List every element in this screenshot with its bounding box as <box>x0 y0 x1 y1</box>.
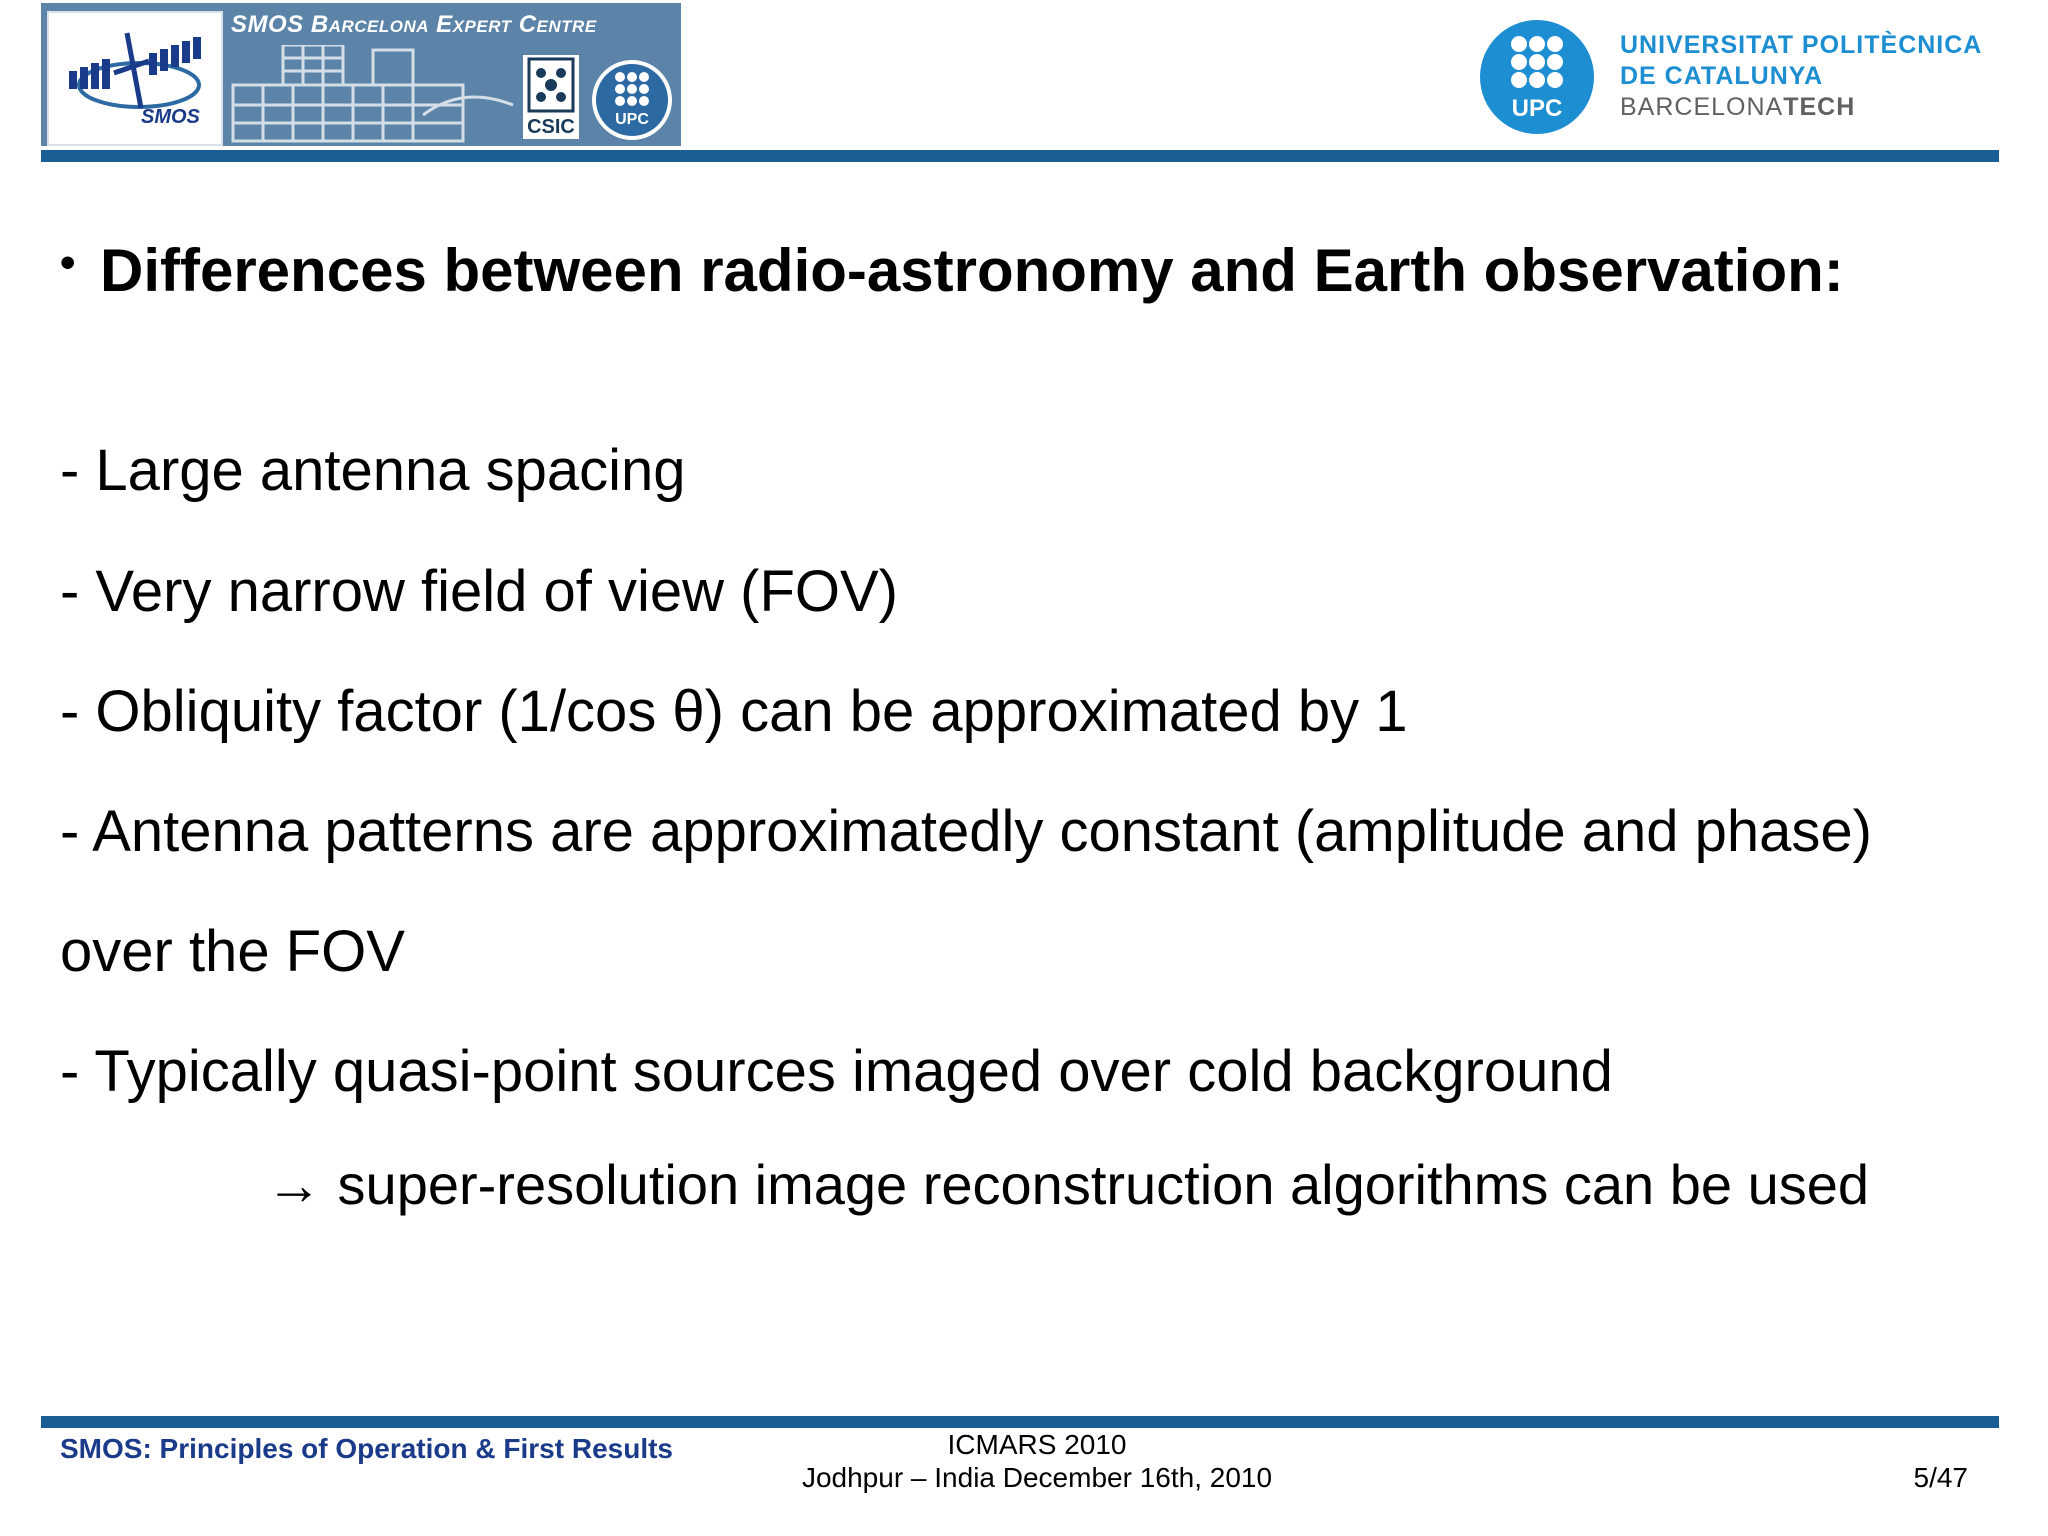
footer-rule <box>41 1416 1999 1428</box>
page-number: 5/47 <box>1913 1462 1968 1493</box>
svg-text:UPC: UPC <box>615 111 649 128</box>
building-illustration <box>223 45 523 145</box>
slide-heading <box>60 236 1844 305</box>
footer-event-info <box>733 1428 1341 1494</box>
upc-small-logo <box>591 59 673 141</box>
university-name <box>1620 30 1982 123</box>
banner-title: SMOS Barcelona Expert Centre <box>231 11 597 38</box>
satellite-icon <box>49 13 221 144</box>
point-antenna-patterns: - Antenna patterns are approximatedly constant (amplitude and phase) <box>60 799 1872 864</box>
point-obliquity-factor: - Obliquity factor (1/cos θ) can be approximated by 1 <box>60 679 1408 744</box>
point-antenna-spacing: - Large antenna spacing <box>60 438 686 503</box>
point-super-resolution: → super-resolution image reconstruction algorithms can be used <box>266 1153 1870 1216</box>
university-name-line2: DE CATALUNYA <box>1620 62 1824 90</box>
header-rule <box>41 150 1999 162</box>
upc-emblem-logo <box>1478 18 1596 136</box>
smos-logo <box>47 11 223 146</box>
point-narrow-fov: - Very narrow field of view (FOV) <box>60 559 898 624</box>
footer-title: SMOS: Principles of Operation & First Results <box>60 1433 673 1464</box>
university-name-line3: BARCELONATECH <box>1620 93 1856 121</box>
point-quasi-point-sources: - Typically quasi-point sources imaged over cold background <box>60 1039 1613 1104</box>
bullet-marker: • <box>60 238 76 287</box>
footer-place-date: Jodhpur – India December 16th, 2010 <box>801 1462 1273 1493</box>
university-name-line1: UNIVERSITAT POLITÈCNICA <box>1620 31 1983 59</box>
csic-logo <box>523 55 579 139</box>
svg-text:SMOS: SMOS <box>141 106 200 128</box>
smos-bec-banner <box>41 3 681 146</box>
svg-text:UPC: UPC <box>1511 95 1563 122</box>
svg-text:CSIC: CSIC <box>527 116 575 138</box>
footer-event: ICMARS 2010 <box>947 1429 1127 1460</box>
point-antenna-patterns-cont: over the FOV <box>60 919 405 984</box>
heading-text: Differences between radio-astronomy and Earth observation: <box>100 237 1844 304</box>
